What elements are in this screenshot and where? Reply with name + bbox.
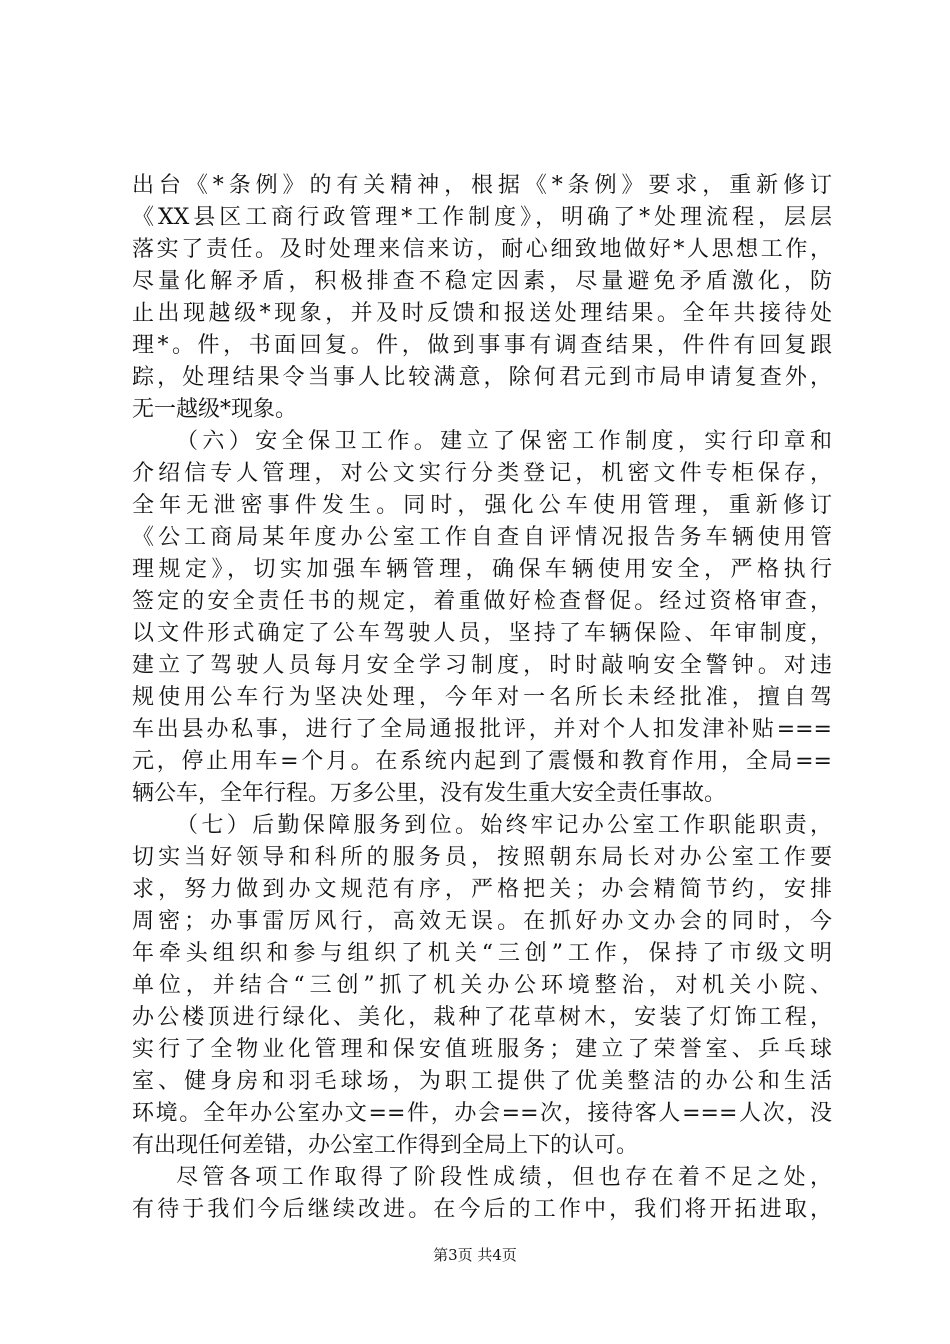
- text-line: 元，停止用车=个月。在系统内起到了震慑和教育作用，全局==: [132, 749, 832, 774]
- text-line: 理*。件，书面回复。件，做到事事有调查结果，件件有回复跟: [132, 333, 832, 358]
- text-line: 全年无泄密事件发生。同时，强化公车使用管理，重新修订: [132, 493, 832, 518]
- text-line: 实行了全物业化管理和保安值班服务；建立了荣誉室、乒乓球: [132, 1037, 832, 1062]
- body-text: [132, 170, 832, 1226]
- text-line: 规使用公车行为坚决处理，今年对一名所长未经批准，擅自驾: [132, 685, 832, 710]
- text-line: （六）安全保卫工作。建立了保密工作制度，实行印章和: [176, 429, 832, 454]
- text-line: 尽量化解矛盾，积极排查不稳定因素，尽量避免矛盾激化，防: [132, 269, 832, 294]
- text-line: 求，努力做到办文规范有序，严格把关；办会精简节约，安排: [132, 877, 832, 902]
- text-line: 出台《*条例》的有关精神，根据《*条例》要求，重新修订: [132, 173, 832, 198]
- text-line: 年牵头组织和参与组织了机关“三创”工作，保持了市级文明: [132, 941, 832, 966]
- text-line: 落实了责任。及时处理来信来访，耐心细致地做好*人思想工作，: [132, 237, 832, 262]
- text-line: 车出县办私事，进行了全局通报批评，并对个人扣发津补贴===: [132, 717, 832, 742]
- text-line: 环境。全年办公室办文==件，办会==次，接待客人===人次，没: [132, 1101, 832, 1126]
- text-line: 以文件形式确定了公车驾驶人员，坚持了车辆保险、年审制度，: [132, 621, 832, 646]
- text-line: 周密；办事雷厉风行，高效无误。在抓好办文办会的同时，今: [132, 909, 832, 934]
- text-line: 办公楼顶进行绿化、美化，栽种了花草树木，安装了灯饰工程，: [132, 1005, 832, 1030]
- text-line: 签定的安全责任书的规定，着重做好检查督促。经过资格审查，: [132, 589, 832, 614]
- text-line: 有出现任何差错，办公室工作得到全局上下的认可。: [132, 1133, 639, 1158]
- text-line: 止出现越级*现象，并及时反馈和报送处理结果。全年共接待处: [132, 301, 832, 326]
- text-line: 辆公车，全年行程。万多公里，没有发生重大安全责任事故。: [132, 781, 727, 806]
- text-line: 《XX县区工商行政管理*工作制度》，明确了*处理流程，层层: [132, 205, 832, 230]
- text-line: 有待于我们今后继续改进。在今后的工作中，我们将开拓进取，: [132, 1197, 832, 1222]
- text-line: （七）后勤保障服务到位。始终牢记办公室工作职能职责，: [176, 813, 832, 838]
- text-line: 踪，处理结果令当事人比较满意，除何君元到市局申请复查外，: [132, 365, 832, 390]
- text-line: 介绍信专人管理，对公文实行分类登记，机密文件专柜保存，: [132, 461, 832, 486]
- text-line: 《公工商局某年度办公室工作自查自评情况报告务车辆使用管: [132, 525, 832, 550]
- text-line: 建立了驾驶人员每月安全学习制度，时时敲响安全警钟。对违: [132, 653, 832, 678]
- text-line: 单位，并结合“三创”抓了机关办公环境整治，对机关小院、: [132, 973, 832, 998]
- text-line: 尽管各项工作取得了阶段性成绩，但也存在着不足之处，: [176, 1165, 832, 1190]
- text-line: 室、健身房和羽毛球场，为职工提供了优美整洁的办公和生活: [132, 1069, 832, 1094]
- text-line: 理规定》，切实加强车辆管理，确保车辆使用安全，严格执行: [132, 557, 832, 582]
- text-line: 无一越级*现象。: [132, 397, 298, 422]
- text-line: 切实当好领导和科所的服务员，按照朝东局长对办公室工作要: [132, 845, 832, 870]
- page-footer: 第3页 共4页: [433, 1246, 517, 1264]
